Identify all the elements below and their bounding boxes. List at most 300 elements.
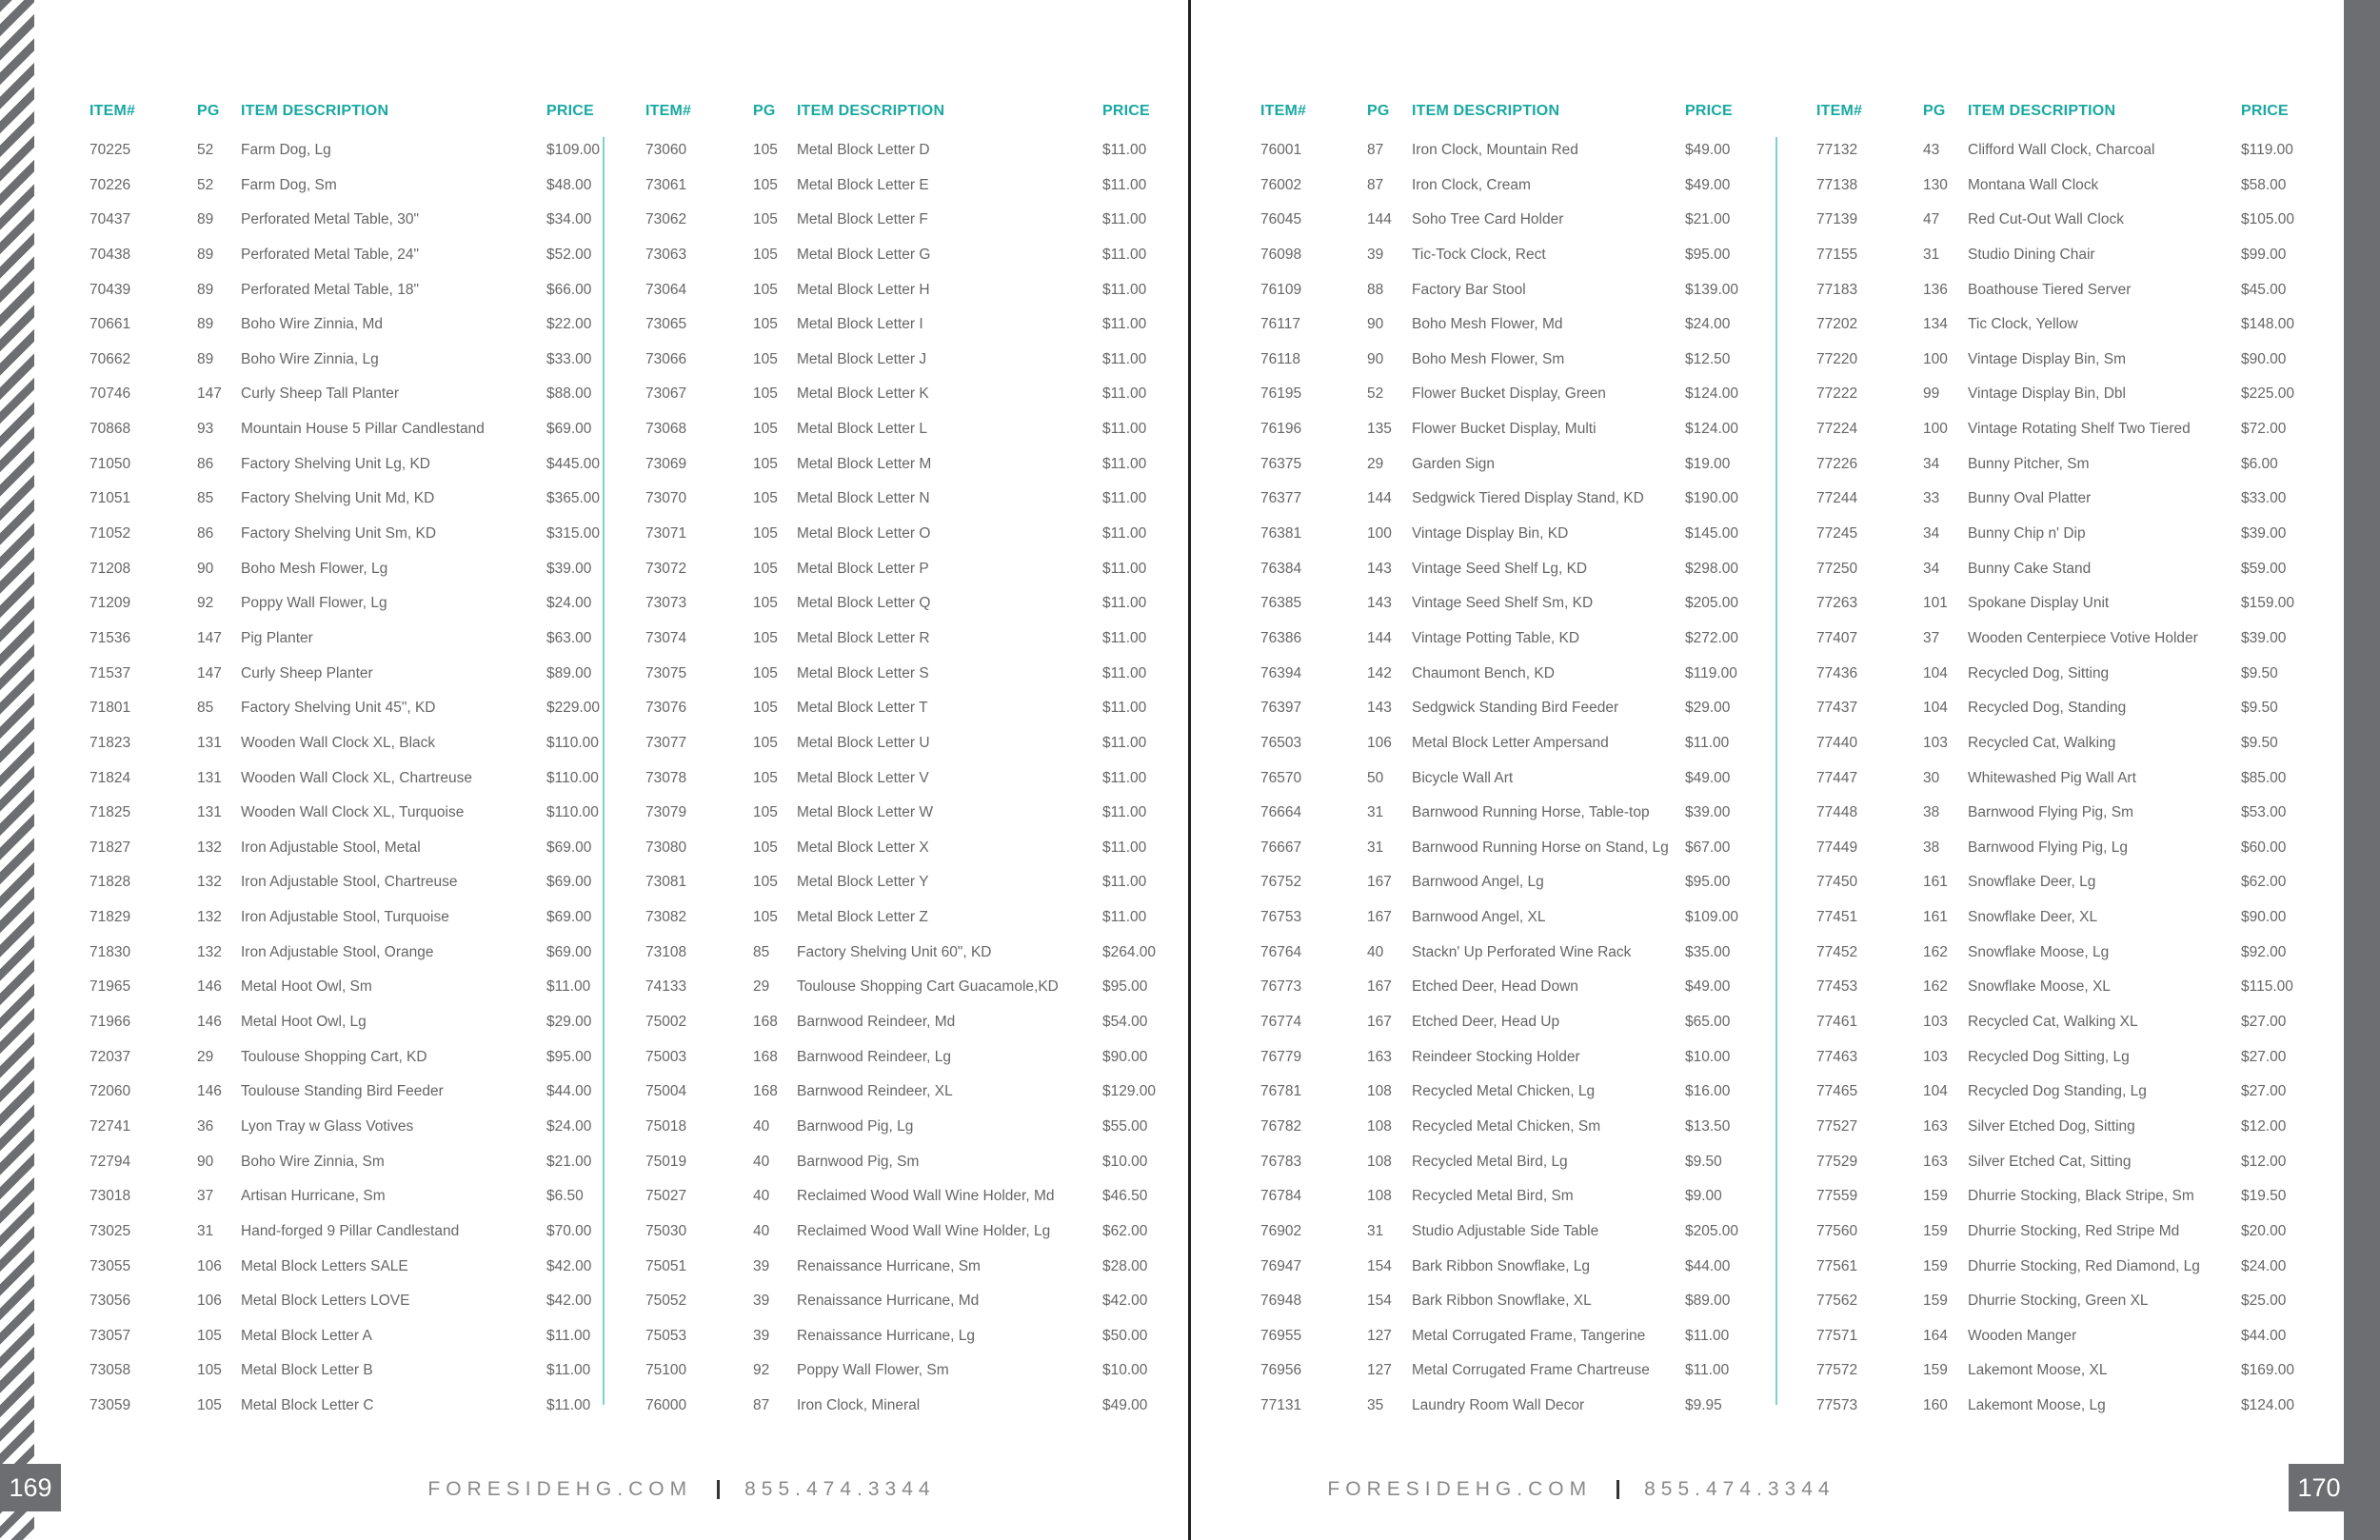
item-description: Metal Block Letter N: [797, 490, 930, 507]
item-description: Metal Block Letter Y: [797, 874, 929, 891]
item-number: 76902: [1260, 1222, 1302, 1239]
footer-separator: [1616, 1480, 1619, 1499]
item-price: $11.00: [1102, 316, 1147, 333]
item-number: 77250: [1816, 560, 1858, 577]
item-description: Boho Wire Zinnia, Md: [241, 316, 384, 333]
page-ref: 106: [1367, 734, 1392, 751]
item-description: Soho Tree Card Holder: [1412, 211, 1564, 228]
item-description: Wooden Wall Clock XL, Turquoise: [241, 804, 465, 821]
item-number: 73108: [645, 943, 687, 960]
page-ref: 90: [1367, 316, 1384, 333]
item-number: 75003: [645, 1048, 687, 1065]
table-row: [645, 417, 1179, 452]
item-price: $9.95: [1685, 1397, 1722, 1414]
page-ref: 89: [197, 316, 214, 333]
item-price: $11.00: [1102, 385, 1147, 403]
table-row: [1260, 243, 1794, 278]
item-price: $88.00: [546, 385, 592, 403]
item-number: 77571: [1816, 1327, 1858, 1344]
item-description: Vintage Display Bin, KD: [1412, 525, 1569, 543]
page-ref: 105: [753, 385, 778, 403]
page-ref: 31: [1367, 804, 1384, 821]
item-description: Wooden Centerpiece Votive Holder: [1968, 629, 2198, 646]
item-number: 73062: [645, 211, 687, 228]
header-description: ITEM DESCRIPTION: [1412, 103, 1560, 119]
table-row: [1260, 1219, 1794, 1254]
page-ref: 105: [753, 455, 778, 472]
item-number: 76117: [1260, 316, 1300, 333]
table-row: [645, 1150, 1179, 1185]
table-row: [1816, 661, 2311, 697]
item-number: 71830: [89, 943, 131, 960]
item-description: Farm Dog, Lg: [241, 142, 331, 158]
page-ref: 36: [197, 1117, 214, 1135]
item-description: Metal Block Letter P: [797, 560, 929, 577]
page-ref: 147: [197, 629, 222, 646]
table-row: [89, 661, 618, 697]
item-price: $58.00: [2241, 176, 2287, 193]
item-number: 77244: [1816, 490, 1858, 507]
item-price: $90.00: [1102, 1048, 1148, 1065]
table-row: [1260, 1393, 1794, 1429]
table-row: [1816, 1150, 2311, 1185]
item-price: $69.00: [546, 874, 592, 891]
footer-website: FORESIDEHG.COM: [1327, 1478, 1593, 1500]
item-number: 77527: [1816, 1117, 1858, 1135]
item-description: Metal Block Letter C: [241, 1397, 374, 1414]
item-number: 76781: [1260, 1083, 1302, 1100]
item-description: Metal Block Letter K: [797, 385, 929, 403]
page-ref: 52: [1367, 385, 1384, 403]
item-number: 75053: [645, 1327, 687, 1344]
footer: [1296, 1475, 1867, 1504]
item-description: Recycled Dog, Sitting: [1968, 664, 2110, 681]
item-number: 76001: [1260, 142, 1302, 158]
item-description: Metal Block Letter X: [797, 839, 929, 856]
item-description: Silver Etched Cat, Sitting: [1968, 1153, 2132, 1170]
page-ref: 167: [1367, 874, 1392, 891]
item-price: $11.00: [1102, 176, 1147, 193]
item-number: 74133: [645, 978, 687, 996]
item-number: 75100: [645, 1362, 687, 1379]
page-ref: 38: [1923, 839, 1940, 856]
item-number: 76397: [1260, 700, 1302, 717]
item-number: 77560: [1816, 1222, 1858, 1239]
price-table-right-col2: [1816, 103, 2311, 1414]
table-row: [1816, 1358, 2311, 1393]
table-row: [89, 243, 618, 278]
item-description: Metal Block Letter F: [797, 211, 928, 228]
item-description: Boho Mesh Flower, Lg: [241, 560, 388, 577]
item-description: Stackn' Up Perforated Wine Rack: [1412, 943, 1632, 960]
table-row: [1816, 557, 2311, 592]
item-description: Garden Sign: [1412, 455, 1496, 472]
table-rows: [89, 138, 618, 1429]
item-description: Clifford Wall Clock, Charcoal: [1968, 142, 2155, 158]
item-number: 75027: [645, 1188, 687, 1205]
table-row: [1260, 1010, 1794, 1045]
table-row: [1260, 905, 1794, 940]
table-row: [645, 836, 1179, 871]
item-description: Metal Block Letter A: [241, 1327, 372, 1344]
item-description: Wooden Wall Clock XL, Black: [241, 734, 436, 751]
item-price: $6.00: [2241, 455, 2278, 472]
page-ref: 40: [753, 1153, 770, 1170]
page-ref: 132: [197, 874, 222, 891]
item-description: Recycled Metal Bird, Sm: [1412, 1188, 1574, 1205]
page-ref: 105: [753, 595, 778, 612]
table-row: [645, 1079, 1179, 1115]
item-number: 76948: [1260, 1293, 1302, 1310]
table-row: [645, 661, 1179, 697]
item-number: 70868: [89, 421, 131, 438]
table-header: [645, 103, 1179, 129]
table-row: [1260, 1324, 1794, 1359]
item-number: 77407: [1816, 629, 1858, 646]
item-price: $44.00: [2241, 1327, 2287, 1344]
item-number: 73070: [645, 490, 687, 507]
item-price: $54.00: [1102, 1014, 1148, 1031]
page-ref: 161: [1923, 909, 1948, 926]
item-description: Factory Shelving Unit Sm, KD: [241, 525, 437, 543]
item-price: $11.00: [1102, 350, 1147, 367]
item-price: $85.00: [2241, 769, 2287, 786]
page-ref: 105: [753, 560, 778, 577]
item-price: $11.00: [1102, 664, 1147, 681]
item-description: Iron Clock, Cream: [1412, 176, 1531, 193]
item-price: $48.00: [546, 176, 592, 193]
page-ref: 163: [1923, 1117, 1948, 1135]
page-ref: 159: [1923, 1188, 1948, 1205]
page-ref: 146: [197, 978, 222, 996]
page-ref: 90: [1367, 350, 1384, 367]
item-price: $11.00: [1685, 734, 1730, 751]
table-row: [89, 766, 618, 801]
item-price: $95.00: [1102, 978, 1148, 996]
item-number: 75051: [645, 1257, 687, 1274]
item-description: Barnwood Pig, Sm: [797, 1153, 920, 1170]
page-ref: 93: [197, 421, 214, 438]
table-row: [645, 278, 1179, 313]
item-number: 73059: [89, 1397, 131, 1414]
item-description: Metal Block Letter E: [797, 176, 929, 193]
item-description: Montana Wall Clock: [1968, 176, 2099, 193]
table-row: [1260, 278, 1794, 313]
table-row: [645, 696, 1179, 731]
table-row: [645, 1254, 1179, 1290]
item-description: Metal Block Letter O: [797, 525, 931, 543]
item-number: 76783: [1260, 1153, 1302, 1170]
item-description: Bunny Cake Stand: [1968, 560, 2092, 577]
table-rows: [1260, 138, 1794, 1429]
item-description: Factory Shelving Unit 60", KD: [797, 943, 992, 960]
page-ref: 144: [1367, 211, 1392, 228]
item-number: 77465: [1816, 1083, 1858, 1100]
page-ref: 89: [197, 281, 214, 298]
page-ref: 105: [753, 281, 778, 298]
page-ref: 100: [1923, 421, 1948, 438]
left-page: [9, 0, 1188, 1540]
table-row: [645, 766, 1179, 801]
page-ref: 160: [1923, 1397, 1948, 1414]
table-row: [1816, 243, 2311, 278]
page-ref: 105: [753, 421, 778, 438]
item-price: $49.00: [1685, 142, 1731, 158]
table-row: [89, 1079, 618, 1115]
item-description: Toulouse Shopping Cart Guacamole,KD: [797, 978, 1059, 996]
item-description: Sedgwick Tiered Display Stand, KD: [1412, 490, 1644, 507]
table-row: [1816, 522, 2311, 557]
page-ref: 34: [1923, 455, 1940, 472]
page-ref: 31: [1923, 246, 1940, 263]
item-number: 76394: [1260, 664, 1302, 681]
page-ref: 167: [1367, 909, 1392, 926]
item-price: $29.00: [1685, 700, 1731, 717]
page-ref: 105: [753, 350, 778, 367]
item-number: 77559: [1816, 1188, 1858, 1205]
item-price: $24.00: [1685, 316, 1731, 333]
item-description: Vintage Seed Shelf Sm, KD: [1412, 595, 1594, 612]
table-row: [645, 347, 1179, 383]
page-ref: 162: [1923, 978, 1948, 996]
item-price: $92.00: [2241, 943, 2287, 960]
table-row: [1816, 1324, 2311, 1359]
item-number: 76947: [1260, 1257, 1302, 1274]
page-ref: 103: [1923, 1014, 1948, 1031]
page-ref: 89: [197, 211, 214, 228]
item-price: $11.00: [1102, 211, 1147, 228]
header-price: PRICE: [2241, 103, 2289, 119]
table-row: [1260, 557, 1794, 592]
item-number: 77222: [1816, 385, 1858, 403]
table-row: [1260, 731, 1794, 766]
item-description: Vintage Rotating Shelf Two Tiered: [1968, 421, 2191, 438]
table-row: [1816, 1079, 2311, 1115]
table-header: [1816, 103, 2311, 129]
item-description: Factory Bar Stool: [1412, 281, 1526, 298]
item-description: Barnwood Running Horse on Stand, Lg: [1412, 839, 1669, 856]
table-row: [1816, 173, 2311, 208]
item-price: $39.00: [546, 560, 592, 577]
page-ref: 161: [1923, 874, 1948, 891]
page-ref: 87: [753, 1397, 770, 1414]
right-page: [1191, 0, 2344, 1540]
item-price: $119.00: [2241, 142, 2293, 158]
item-price: $10.00: [1102, 1362, 1148, 1379]
item-price: $11.00: [1102, 839, 1147, 856]
item-description: Metal Block Letters SALE: [241, 1257, 408, 1274]
item-description: Vintage Display Bin, Sm: [1968, 350, 2126, 367]
table-row: [1816, 800, 2311, 836]
item-price: $11.00: [1102, 769, 1147, 786]
table-row: [1260, 417, 1794, 452]
item-description: Metal Hoot Owl, Sm: [241, 978, 372, 996]
item-description: Spokane Display Unit: [1968, 595, 2110, 612]
item-price: $69.00: [546, 909, 592, 926]
item-price: $59.00: [2241, 560, 2287, 577]
table-row: [1260, 1079, 1794, 1115]
item-description: Curly Sheep Tall Planter: [241, 385, 399, 403]
item-description: Renaissance Hurricane, Lg: [797, 1327, 975, 1344]
item-number: 71829: [89, 909, 131, 926]
item-description: Artisan Hurricane, Sm: [241, 1188, 386, 1205]
item-price: $24.00: [546, 595, 592, 612]
item-description: Bunny Chip n' Dip: [1968, 525, 2086, 543]
page-ref: 104: [1923, 1083, 1948, 1100]
item-description: Metal Block Letter B: [241, 1362, 373, 1379]
item-number: 73075: [645, 664, 687, 681]
page-ref: 39: [1367, 246, 1384, 263]
item-number: 71537: [89, 664, 131, 681]
item-number: 77461: [1816, 1014, 1858, 1031]
item-number: 76503: [1260, 734, 1302, 751]
item-number: 76109: [1260, 281, 1302, 298]
page-ref: 167: [1367, 978, 1392, 996]
header-description: ITEM DESCRIPTION: [241, 103, 389, 119]
item-number: 77448: [1816, 804, 1858, 821]
table-row: [1816, 486, 2311, 522]
page-ref: 92: [753, 1362, 770, 1379]
header-price: PRICE: [546, 103, 594, 119]
item-number: 71536: [89, 629, 131, 646]
item-number: 73056: [89, 1293, 131, 1310]
item-description: Barnwood Angel, Lg: [1412, 874, 1544, 891]
item-description: Recycled Cat, Walking: [1968, 734, 2116, 751]
table-row: [1260, 1184, 1794, 1219]
item-description: Boho Mesh Flower, Md: [1412, 316, 1563, 333]
page-ref: 37: [1923, 629, 1940, 646]
item-description: Metal Corrugated Frame, Tangerine: [1412, 1327, 1646, 1344]
item-number: 71825: [89, 804, 131, 821]
item-number: 77220: [1816, 350, 1858, 367]
table-row: [1816, 1045, 2311, 1080]
table-row: [645, 975, 1179, 1010]
item-price: $11.00: [1102, 804, 1147, 821]
page-ref: 34: [1923, 560, 1940, 577]
item-number: 76381: [1260, 525, 1302, 543]
item-number: 71827: [89, 839, 131, 856]
item-number: 76375: [1260, 455, 1302, 472]
item-number: 77245: [1816, 525, 1858, 543]
item-number: 77573: [1816, 1397, 1858, 1414]
item-description: Snowflake Deer, XL: [1968, 909, 2098, 926]
page-ref: 34: [1923, 525, 1940, 543]
page-ref: 87: [1367, 142, 1384, 158]
price-table-left-col2: [645, 103, 1179, 1414]
item-number: 70661: [89, 316, 131, 333]
item-price: $69.00: [546, 943, 592, 960]
item-description: Studio Adjustable Side Table: [1412, 1222, 1599, 1239]
table-row: [89, 557, 618, 592]
item-description: Barnwood Flying Pig, Lg: [1968, 839, 2129, 856]
page-ref: 105: [753, 211, 778, 228]
item-price: $11.00: [546, 1362, 591, 1379]
item-price: $11.00: [1102, 525, 1147, 543]
page-ref: 131: [197, 734, 222, 751]
item-description: Boho Mesh Flower, Sm: [1412, 350, 1565, 367]
table-row: [645, 1289, 1179, 1324]
item-price: $105.00: [2241, 211, 2295, 228]
item-number: 73061: [645, 176, 687, 193]
item-price: $25.00: [2241, 1293, 2287, 1310]
item-description: Snowflake Deer, Lg: [1968, 874, 2096, 891]
item-price: $109.00: [546, 142, 601, 158]
item-price: $27.00: [2241, 1048, 2287, 1065]
page-ref: 52: [197, 176, 214, 193]
page-number: 170: [2289, 1464, 2350, 1511]
item-price: $12.00: [2241, 1153, 2287, 1170]
item-price: $29.00: [546, 1014, 592, 1031]
table-row: [89, 1010, 618, 1045]
item-price: $44.00: [1685, 1257, 1731, 1274]
item-number: 73064: [645, 281, 687, 298]
item-price: $39.00: [2241, 525, 2287, 543]
item-number: 73025: [89, 1222, 131, 1239]
item-price: $124.00: [2241, 1397, 2295, 1414]
item-description: Snowflake Moose, Lg: [1968, 943, 2110, 960]
item-price: $315.00: [546, 525, 601, 543]
item-description: Metal Block Letter M: [797, 455, 932, 472]
page-ref: 105: [753, 909, 778, 926]
table-row: [645, 1324, 1179, 1359]
table-row: [1816, 1219, 2311, 1254]
item-price: $49.00: [1102, 1397, 1148, 1414]
item-price: $115.00: [2241, 978, 2293, 996]
page-ref: 86: [197, 455, 214, 472]
item-number: 76664: [1260, 804, 1302, 821]
page-ref: 39: [753, 1327, 770, 1344]
page-ref: 40: [753, 1188, 770, 1205]
item-price: $11.00: [1102, 629, 1147, 646]
item-description: Metal Block Letter D: [797, 142, 930, 158]
page-ref: 105: [753, 664, 778, 681]
item-number: 76753: [1260, 909, 1302, 926]
item-price: $9.00: [1685, 1188, 1722, 1205]
item-number: 73063: [645, 246, 687, 263]
table-row: [1816, 452, 2311, 487]
table-row: [1816, 975, 2311, 1010]
item-price: $69.00: [546, 421, 592, 438]
table-row: [89, 417, 618, 452]
item-price: $19.50: [2241, 1188, 2287, 1205]
page-ref: 31: [1367, 1222, 1384, 1239]
item-price: $298.00: [1685, 560, 1739, 577]
page-ref: 132: [197, 943, 222, 960]
table-row: [645, 207, 1179, 243]
page-ref: 143: [1367, 595, 1392, 612]
page-ref: 89: [197, 350, 214, 367]
item-description: Metal Block Letters LOVE: [241, 1293, 410, 1310]
item-price: $11.00: [546, 1327, 591, 1344]
table-row: [89, 452, 618, 487]
item-price: $49.00: [1685, 978, 1731, 996]
page-ref: 131: [197, 769, 222, 786]
item-price: $89.00: [1685, 1293, 1731, 1310]
item-description: Poppy Wall Flower, Lg: [241, 595, 387, 612]
header-item: ITEM#: [89, 103, 136, 119]
header-pg: PG: [197, 103, 220, 119]
item-number: 77450: [1816, 874, 1858, 891]
table-row: [645, 870, 1179, 905]
page-ref: 105: [753, 176, 778, 193]
item-number: 73018: [89, 1188, 131, 1205]
item-number: 76955: [1260, 1327, 1302, 1344]
item-number: 76570: [1260, 769, 1302, 786]
item-description: Factory Shelving Unit Lg, KD: [241, 455, 431, 472]
item-price: $11.00: [1102, 490, 1147, 507]
item-price: $11.00: [1102, 455, 1147, 472]
item-number: 76956: [1260, 1362, 1302, 1379]
